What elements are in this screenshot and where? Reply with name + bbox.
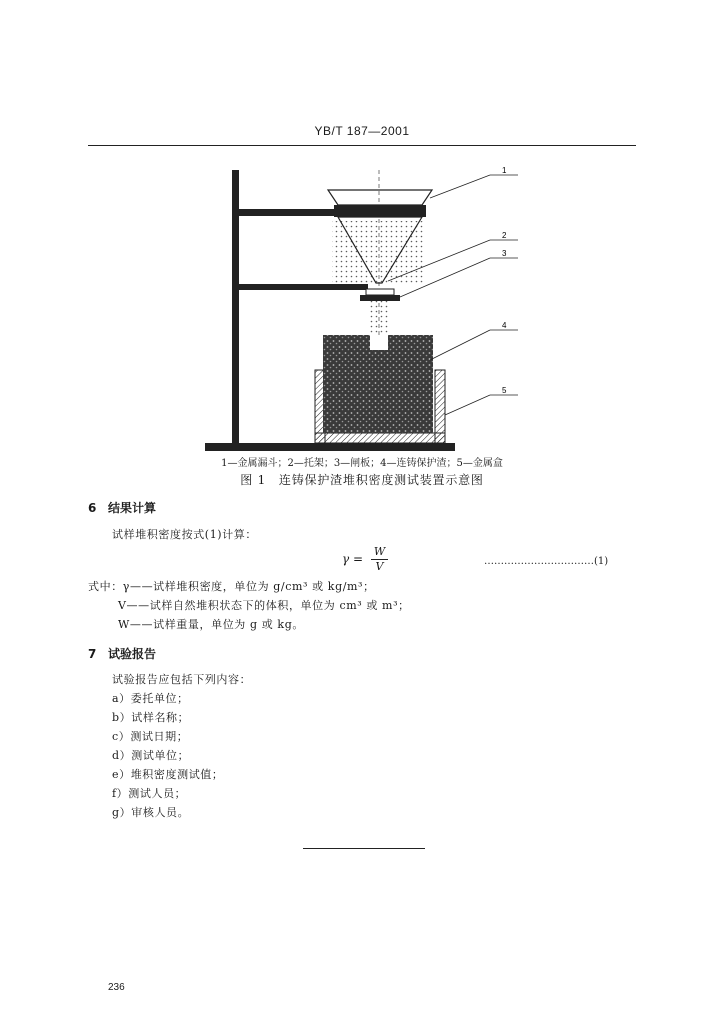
- density-formula: [342, 545, 388, 574]
- formula-fraction: [371, 545, 388, 574]
- metal-box-right-wall: [435, 370, 445, 443]
- metal-box-bottom: [315, 433, 445, 443]
- upper-arm: [238, 209, 338, 216]
- formula-lhs: γ =: [342, 552, 364, 566]
- equation-number: ……………………………(1): [484, 556, 609, 567]
- callout-4: 4: [502, 321, 507, 330]
- page-number: 236: [108, 982, 125, 993]
- callout-3: 3: [502, 249, 507, 258]
- where-v: V——试样自然堆积状态下的体积，单位为 cm³ 或 m³；: [118, 599, 410, 612]
- figure-caption: 图 1 连铸保护渣堆积密度测试装置示意图: [240, 473, 484, 487]
- section-6-intro: 试样堆积密度按式(1)计算：: [112, 528, 257, 541]
- report-item: g）审核人员。: [112, 806, 190, 819]
- funnel-band: [334, 205, 426, 217]
- header-rule: [88, 145, 636, 146]
- document-header: YB/T 187—2001: [314, 124, 410, 138]
- apparatus-figure: [200, 165, 530, 455]
- report-item: f）测试人员；: [112, 787, 187, 800]
- stand-base: [205, 443, 455, 451]
- section-number: 7: [88, 647, 97, 661]
- where-w: W——试样重量，单位为 g 或 kg。: [118, 618, 304, 631]
- callout-2: 2: [502, 231, 507, 240]
- section-7-heading: [88, 645, 156, 662]
- callout-1: 1: [502, 166, 507, 175]
- formula-denominator: V: [375, 560, 384, 573]
- end-rule: [303, 848, 425, 849]
- where-gamma: 式中：γ——试样堆积密度，单位为 g/cm³ 或 kg/m³；: [88, 580, 375, 593]
- callout-5: 5: [502, 386, 507, 395]
- gate-body: [366, 289, 394, 295]
- gate-plate: [360, 295, 400, 301]
- stand-rod: [232, 170, 239, 445]
- report-item: e）堆积密度测试值；: [112, 768, 224, 781]
- section-7-intro: 试验报告应包括下列内容：: [112, 673, 252, 686]
- section-number: 6: [88, 501, 97, 515]
- formula-numerator: W: [371, 545, 388, 560]
- section-6-heading: [88, 499, 156, 516]
- figure-legend: 1—金属漏斗；2—托架；3—闸板；4—连铸保护渣；5—金属盒: [221, 458, 503, 469]
- metal-funnel-rim: [328, 190, 432, 205]
- report-item: d）测试单位；: [112, 749, 190, 762]
- report-item: a）委托单位；: [112, 692, 189, 705]
- report-item: b）试样名称；: [112, 711, 190, 724]
- section-title: 试验报告: [108, 647, 157, 661]
- section-title: 结果计算: [108, 501, 157, 515]
- report-item: c）测试日期；: [112, 730, 189, 743]
- slag-center-gap: [370, 335, 388, 350]
